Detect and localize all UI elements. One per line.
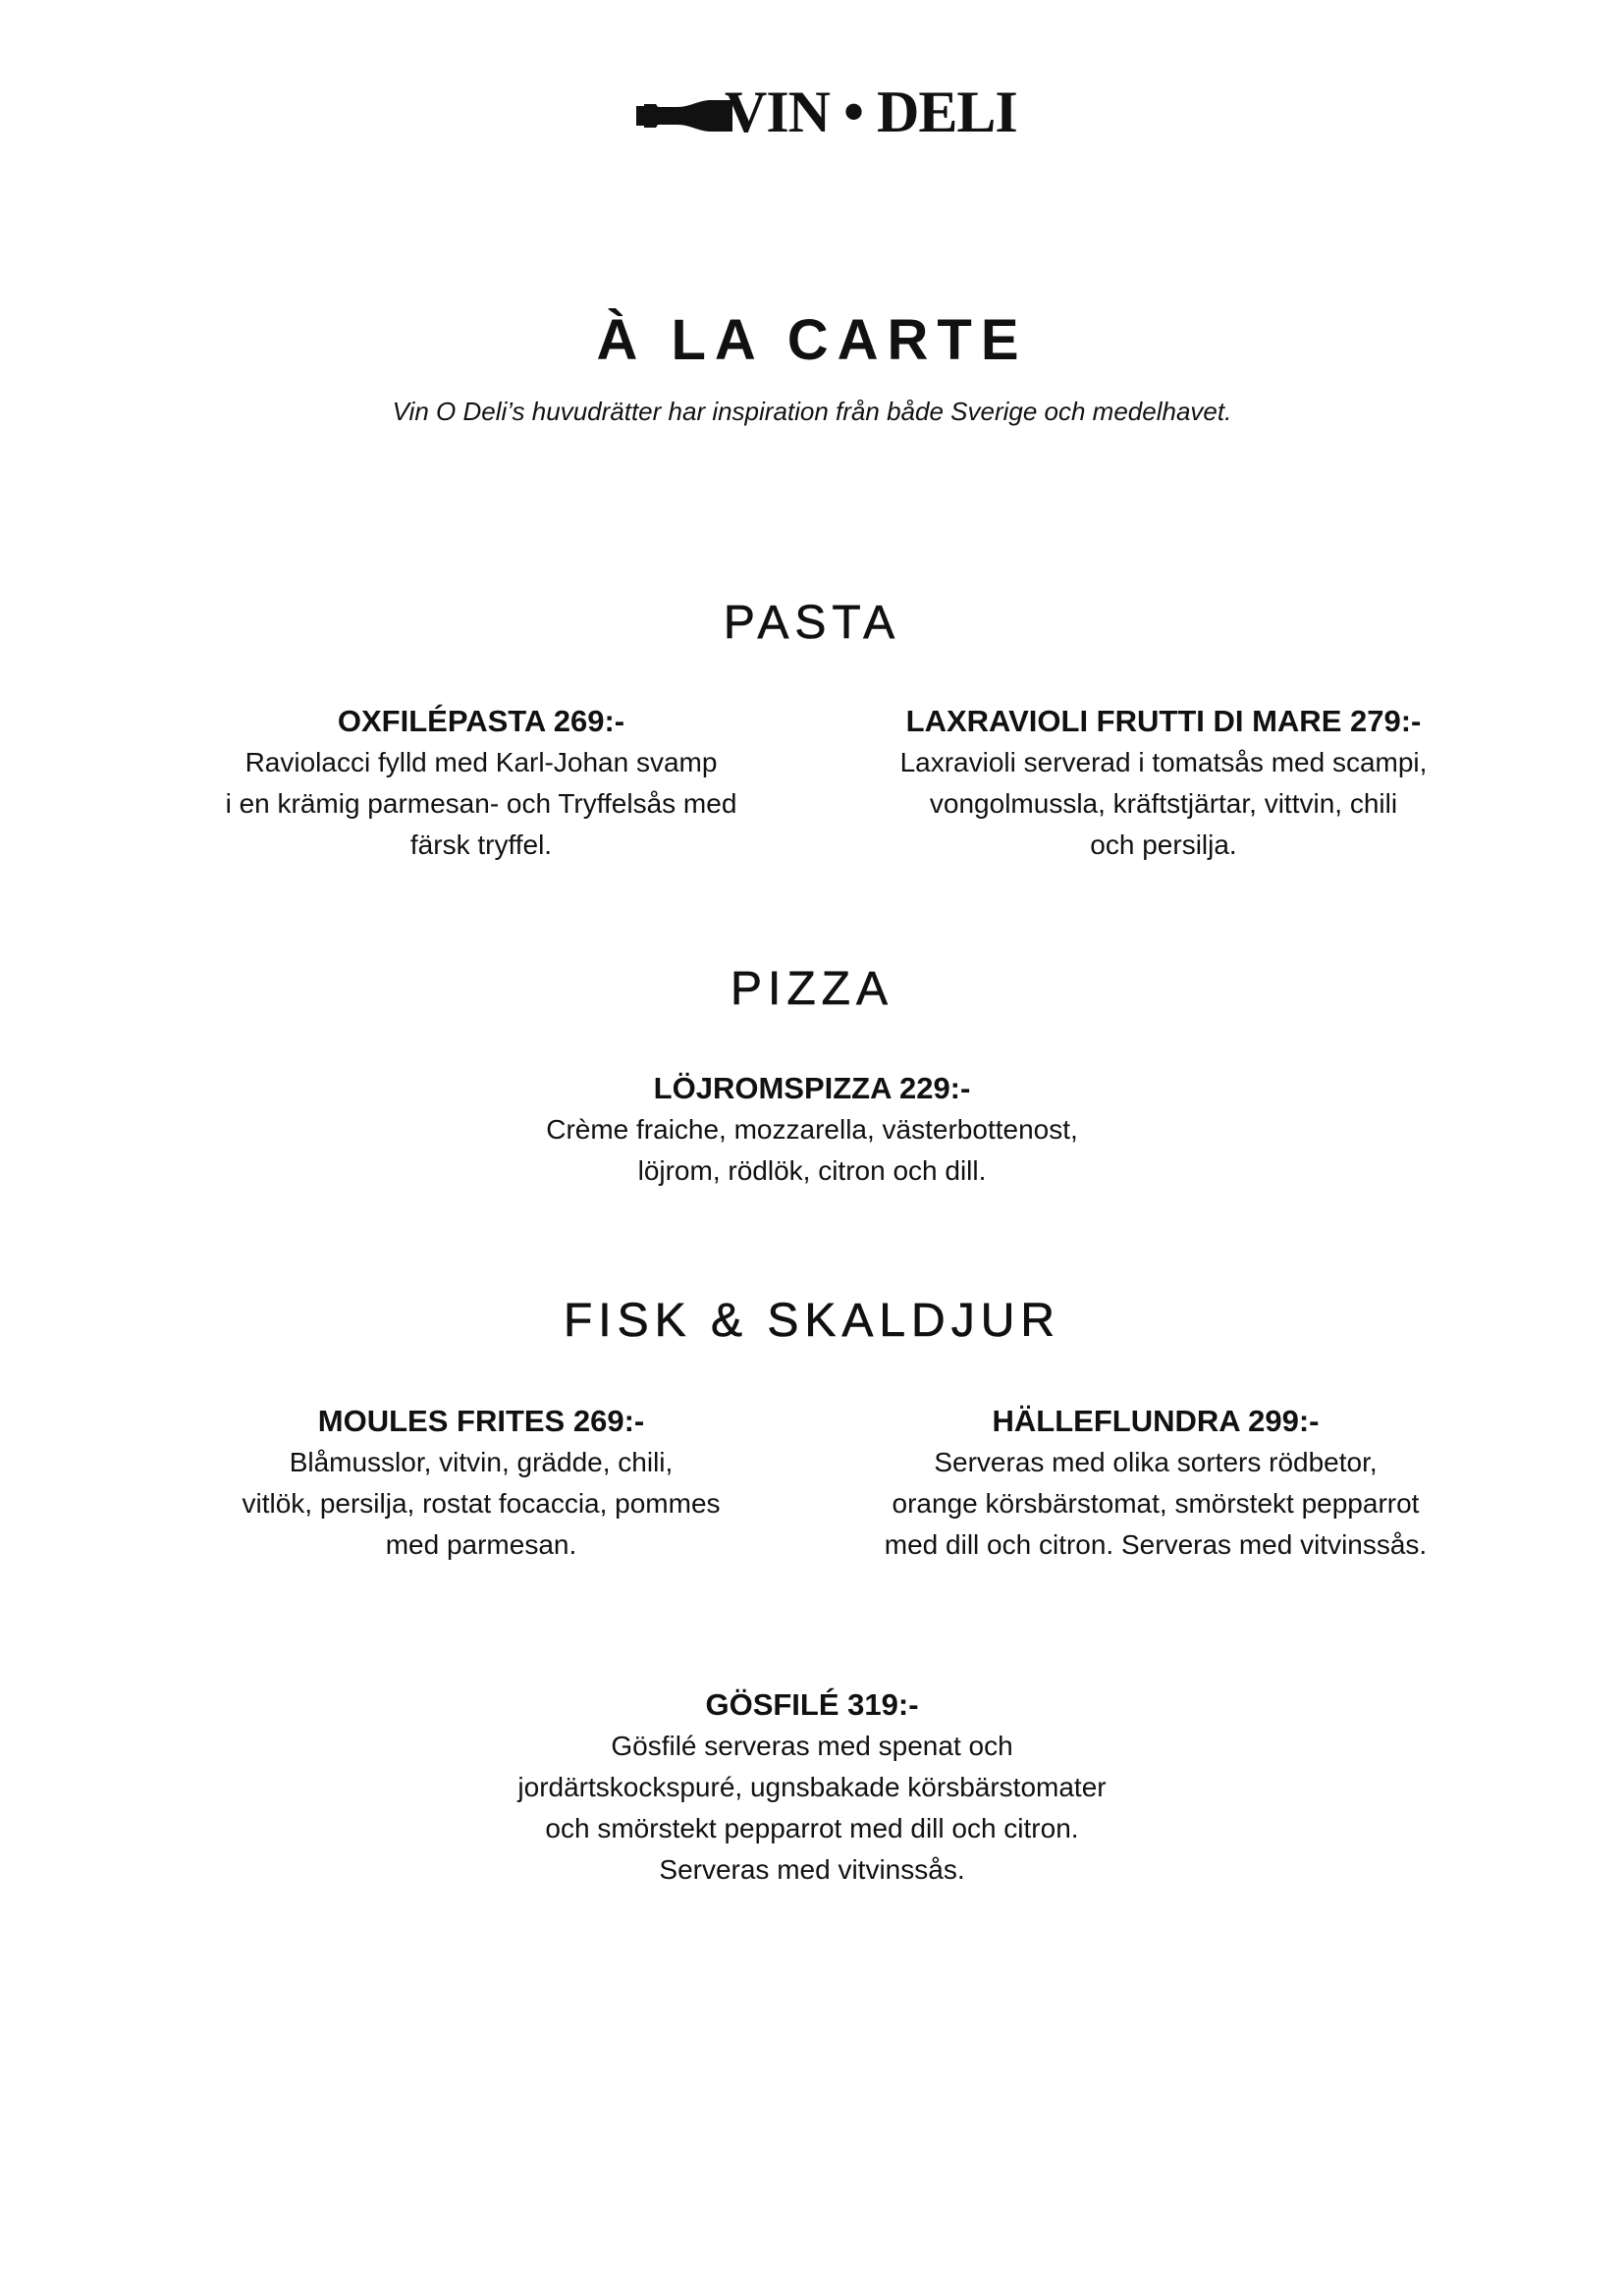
dish-description-line: Serveras med olika sorters rödbetor, bbox=[934, 1447, 1378, 1477]
dish-description-line: med parmesan. bbox=[385, 1529, 577, 1560]
dish-description bbox=[196, 742, 766, 866]
dish-description-line: Laxravioli serverad i tomatsås med scampi, bbox=[899, 747, 1428, 777]
logo-text: VIN • DELI bbox=[725, 80, 1017, 144]
section-heading-pasta: PASTA bbox=[723, 597, 901, 649]
dish-description-line: Raviolacci fylld med Karl-Johan svamp bbox=[244, 747, 718, 777]
dish-description bbox=[419, 1726, 1205, 1891]
dish-description-line: orange körsbärstomat, smörstekt pepparrot bbox=[892, 1488, 1420, 1519]
dish-description bbox=[861, 1442, 1450, 1566]
dish-description-line: i en krämig parmesan- och Tryffelsås med bbox=[225, 788, 737, 819]
section-heading-fisk-skaldjur: FISK & SKALDJUR bbox=[563, 1295, 1061, 1347]
page-subtitle: Vin O Deli’s huvudrätter har inspiration från både Sverige och medelhavet. bbox=[392, 397, 1232, 426]
dish-description-line: Serveras med vitvinssås. bbox=[659, 1854, 965, 1885]
dish-title: LÖJROMSPIZZA 229:- bbox=[653, 1071, 971, 1105]
dish-title: LAXRAVIOLI FRUTTI DI MARE 279:- bbox=[905, 704, 1422, 738]
dish-description bbox=[468, 1109, 1156, 1192]
dish-description bbox=[869, 742, 1458, 866]
menu-item-moules-frites bbox=[196, 1401, 766, 1566]
dish-description-line: Blåmusslor, vitvin, grädde, chili, bbox=[289, 1447, 674, 1477]
dish-description bbox=[196, 1442, 766, 1566]
dish-title: MOULES FRITES 269:- bbox=[317, 1404, 645, 1438]
dish-description-line: och persilja. bbox=[1090, 829, 1237, 860]
dish-title: HÄLLEFLUNDRA 299:- bbox=[992, 1404, 1320, 1438]
dish-description-line: vongolmussla, kräftstjärtar, vittvin, chili bbox=[929, 788, 1398, 819]
menu-item-halleflundra bbox=[861, 1401, 1450, 1566]
section-heading-pizza: PIZZA bbox=[730, 963, 893, 1015]
dish-description-line: Gösfilé serveras med spenat och bbox=[611, 1731, 1013, 1761]
dish-description-line: färsk tryffel. bbox=[409, 829, 553, 860]
dish-description-line: vitlök, persilja, rostat focaccia, pommes bbox=[242, 1488, 721, 1519]
page-title: À LA CARTE bbox=[596, 308, 1028, 372]
logo bbox=[634, 80, 1017, 144]
dish-description-line: jordärtskockspuré, ugnsbakade körsbärstomater bbox=[517, 1772, 1107, 1802]
menu-item-gosfile bbox=[419, 1684, 1205, 1891]
dish-description-line: och smörstekt pepparrot med dill och citron. bbox=[545, 1813, 1079, 1843]
dish-description-line: med dill och citron. Serveras med vitvinssås. bbox=[884, 1529, 1428, 1560]
menu-item-laxravioli bbox=[869, 701, 1458, 866]
dish-title: GÖSFILÉ 319:- bbox=[705, 1687, 919, 1722]
menu-item-oxfilepasta bbox=[196, 701, 766, 866]
dish-title: OXFILÉPASTA 269:- bbox=[337, 704, 625, 738]
menu-item-lojromspizza bbox=[468, 1068, 1156, 1192]
dish-description-line: Crème fraiche, mozzarella, västerbottenost, bbox=[546, 1114, 1078, 1145]
dish-description-line: löjrom, rödlök, citron och dill. bbox=[637, 1155, 987, 1186]
wine-bottle-icon bbox=[634, 82, 732, 141]
